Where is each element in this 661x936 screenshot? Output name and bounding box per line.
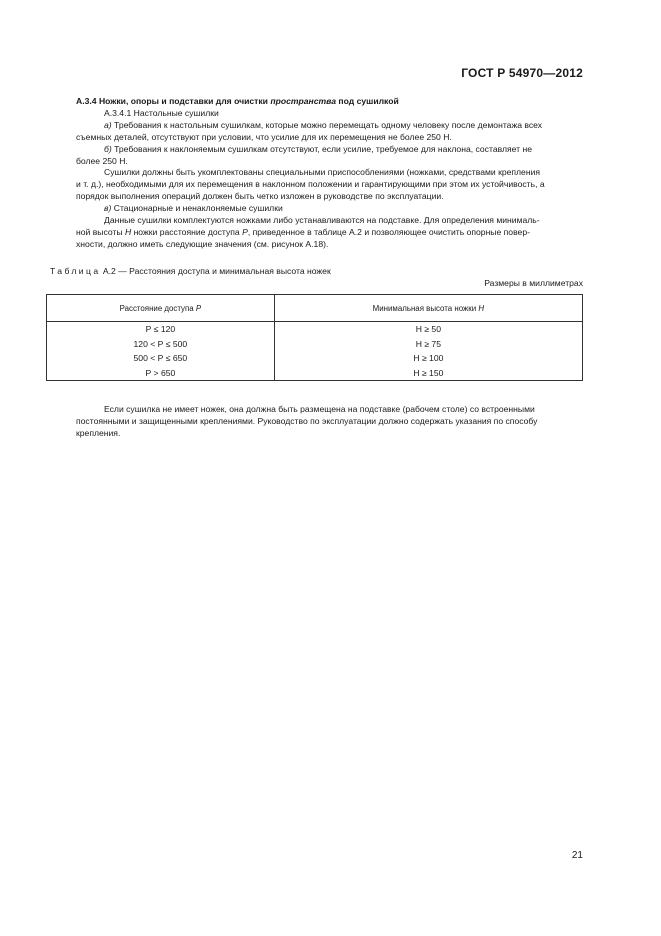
- closing-line2: постоянными и защищенными креплениями. Руководство по эксплуатации должно содержать указания по способу: [76, 415, 538, 426]
- paragraph-c-line2: и т. д.), необходимыми для их перемещения в наклонном положении и гарантирующими при этом их устойчивость, а: [76, 179, 545, 190]
- table-cell: Н ≥ 100: [274, 351, 582, 366]
- paragraph-v: [76, 203, 583, 215]
- text-segment: , приведенное в таблице А.2 и позволяющее очистить опорные повер-: [247, 226, 530, 237]
- paragraph-d-line1: Данные сушилки комплектуются ножками либо устанавливаются на подставке. Для определения минималь-: [104, 215, 540, 226]
- table-row: [47, 322, 583, 337]
- section-content: [76, 96, 583, 251]
- header-text: Минимальная высота ножки: [372, 303, 477, 313]
- paragraph-d-line3: хности, должно иметь следующие значения (см. рисунок А.18).: [76, 238, 329, 249]
- table-cell: 120 < Р ≤ 500: [47, 337, 275, 352]
- column-header-distance: [47, 295, 275, 322]
- table-row: [47, 337, 583, 352]
- table-cell: Н ≥ 50: [274, 322, 582, 337]
- table-cell: 500 < Р ≤ 650: [47, 351, 275, 366]
- column-header-height: [274, 295, 582, 322]
- table-caption-label: Таблица: [50, 266, 101, 276]
- standard-header: ГОСТ Р 54970—2012: [461, 66, 583, 80]
- marker-b: б): [104, 143, 112, 154]
- text-segment: ножки расстояние доступа: [133, 226, 240, 237]
- paragraph-b-cont: более 250 Н.: [76, 155, 128, 166]
- closing-line1: Если сушилка не имеет ножек, она должна быть размещена на подставке (рабочем столе) со встроенными: [104, 404, 535, 414]
- table-units: Размеры в миллиметрах: [484, 278, 583, 288]
- text-segment: ной высоты: [76, 226, 123, 237]
- section-title-italic: пространства: [270, 96, 337, 106]
- table-cell: Р > 650: [47, 366, 275, 381]
- table-caption-text: А.2 — Расстояния доступа и минимальная высота ножек: [102, 266, 331, 276]
- table-cell: Н ≥ 150: [274, 366, 582, 381]
- table-cell: Н ≥ 75: [274, 337, 582, 352]
- access-distance-table: [46, 294, 583, 381]
- paragraph-c-line1: Сушилки должны быть укомплектованы специальными приспособлениями (ножками, средствами крепления: [104, 167, 541, 178]
- paragraph-v-text: Стационарные и ненаклоняемые сушилки: [113, 203, 283, 214]
- section-title-before: Ножки, опоры и подставки для очистки: [98, 96, 268, 106]
- section-title-after: под сушилкой: [338, 96, 399, 106]
- paragraph-b: [76, 144, 583, 156]
- page-number: 21: [571, 850, 583, 861]
- closing-line3: крепления.: [76, 427, 121, 438]
- marker-a: а): [104, 119, 112, 130]
- paragraph-b-line1: Требования к наклоняемым сушилкам отсутствуют, если усилие, требуемое для наклона, составляет не: [114, 143, 532, 154]
- header-variable: Р: [195, 303, 202, 313]
- header-variable: Н: [478, 303, 485, 313]
- paragraph-d-line2: [48, 227, 583, 239]
- marker-v: в): [104, 203, 112, 214]
- closing-paragraph: [76, 404, 583, 440]
- paragraph-c-line3: порядок выполнения операций должен быть четко изложен в руководстве по эксплуатации.: [76, 191, 444, 202]
- table-row: [47, 366, 583, 381]
- header-text: Расстояние доступа: [119, 303, 194, 313]
- table-row: [47, 351, 583, 366]
- paragraph-a-cont: съемных деталей, отсутствуют при условии, что усилие для их перемещения не более 250 Н.: [76, 131, 452, 142]
- paragraph-a-line1: Требования к настольным сушилкам, которые можно перемещать одному человеку после демонтажа всех: [114, 119, 543, 130]
- table-cell: Р ≤ 120: [47, 322, 275, 337]
- subsection-heading: А.3.4.1 Настольные сушилки: [104, 107, 219, 118]
- table-caption: [50, 266, 331, 276]
- variable-h: Н: [124, 226, 132, 237]
- section-number: А.3.4: [76, 96, 97, 106]
- paragraph-a: [76, 120, 583, 132]
- variable-p: Р: [242, 226, 248, 237]
- section-heading: [76, 96, 583, 108]
